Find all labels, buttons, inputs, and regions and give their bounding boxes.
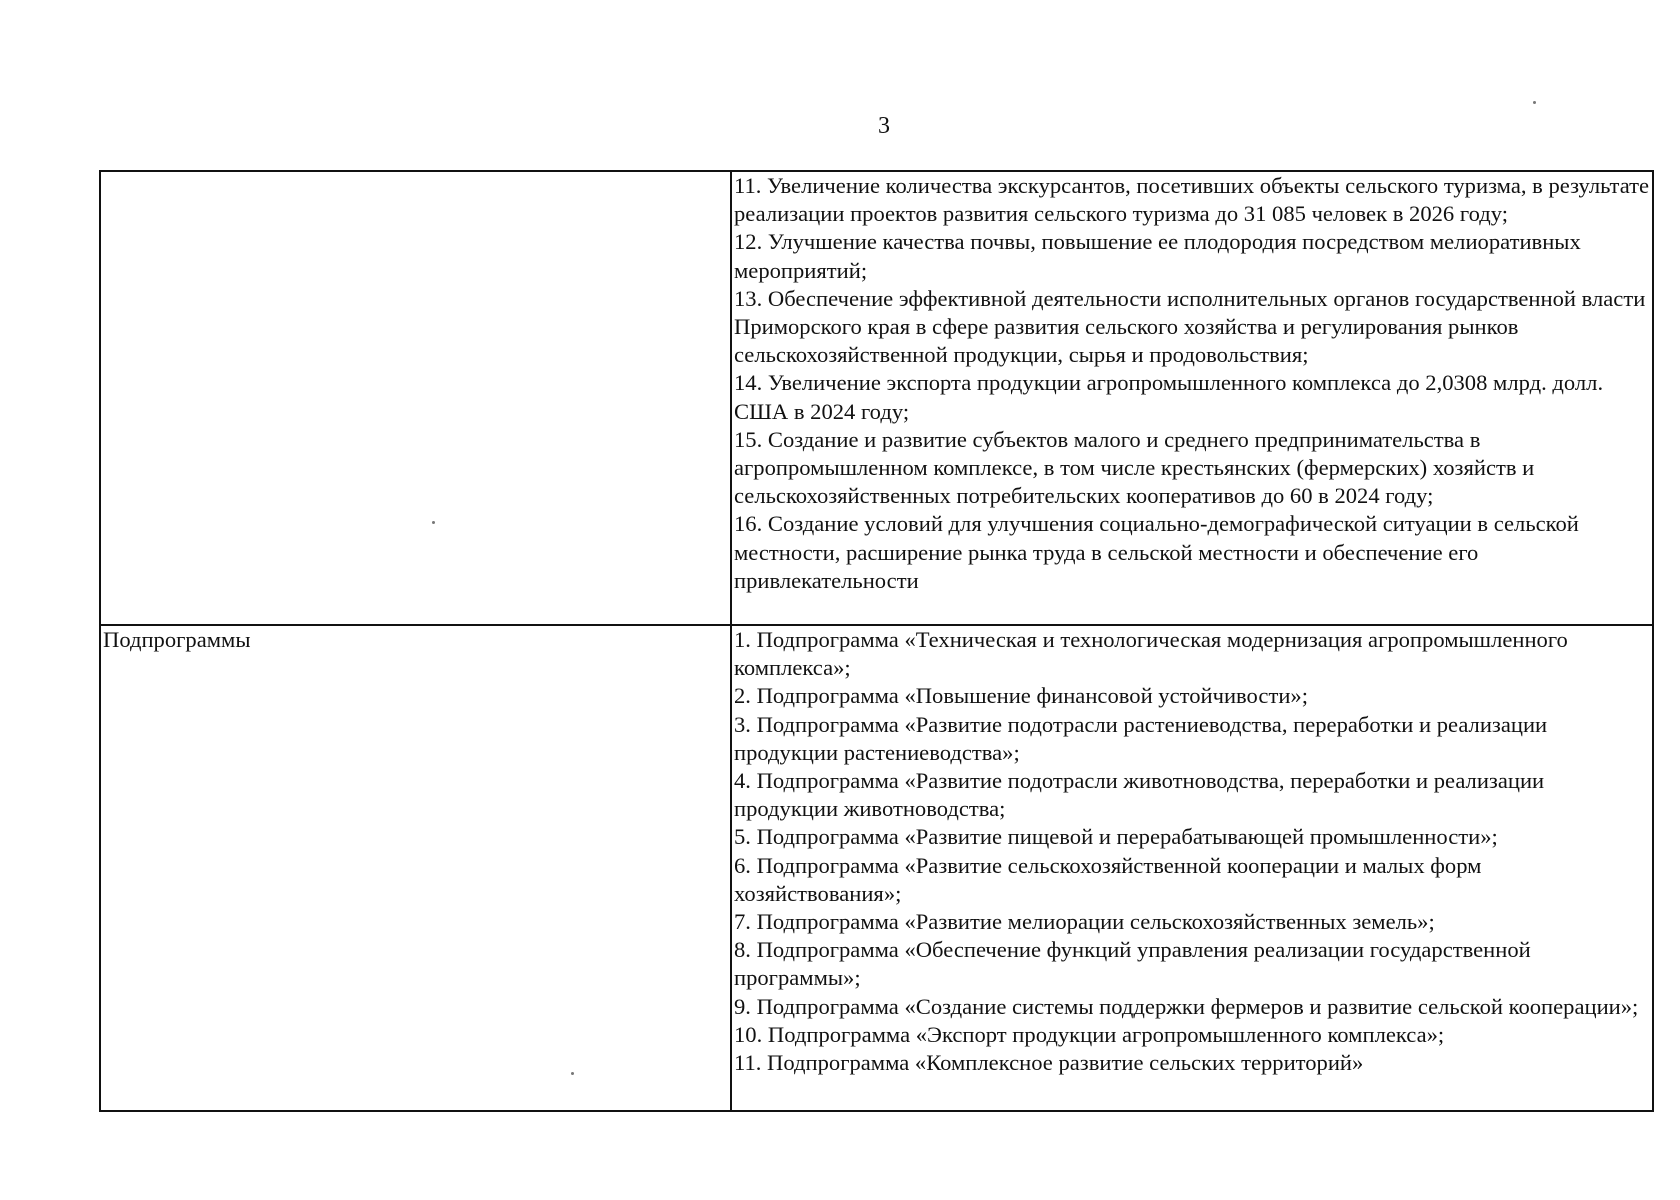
scan-speck: [571, 1072, 574, 1075]
list-item: 8. Подпрограмма «Обеспечение функций управления реализации государственной программы»;: [734, 937, 1531, 991]
table-row: [100, 171, 1653, 625]
list-item: 15. Создание и развитие субъектов малого и среднего предпринимательства в агропромышленном комплексе, в том числе крестьянских (фермерских) хозяйств и сельскохозяйственных потребительских кооперативов до 60 в 2024 году;: [734, 426, 1535, 509]
row-label-cell: [100, 625, 731, 1111]
row-content-cell: [731, 625, 1653, 1111]
page-number: 3: [878, 113, 890, 139]
row-label-cell: [100, 171, 731, 625]
program-passport-table: [99, 170, 1654, 1112]
list-item: 13. Обеспечение эффективной деятельности исполнительных органов государственной власти Приморского края в сфере развития сельского хозяйства и регулирования рынков сельскохозяйственной продукции, сырья и продовольствия;: [734, 285, 1646, 368]
list-item: 9. Подпрограмма «Создание системы поддержки фермеров и развитие сельской кооперации»;: [734, 993, 1639, 1019]
scan-speck: [432, 521, 435, 524]
list-item: 4. Подпрограмма «Развитие подотрасли животноводства, переработки и реализации продукции животноводства;: [734, 768, 1545, 822]
scan-speck: [1533, 101, 1536, 104]
list-item: 10. Подпрограмма «Экспорт продукции агропромышленного комплекса»;: [734, 1021, 1445, 1047]
list-item: 3. Подпрограмма «Развитие подотрасли растениеводства, переработки и реализации продукции растениеводства»;: [734, 711, 1548, 765]
list-item: 1. Подпрограмма «Техническая и технологическая модернизация агропромышленного комплекса»;: [734, 627, 1568, 681]
list-item: 16. Создание условий для улучшения социально-демографической ситуации в сельской местности, расширение рынка труда в сельской местности и обеспечение его привлекательности: [734, 511, 1579, 593]
row-label: Подпрограммы: [103, 627, 251, 652]
table-row: [100, 625, 1653, 1111]
list-item: 11. Подпрограмма «Комплексное развитие сельских территорий»: [734, 1050, 1364, 1076]
list-item: 12. Улучшение качества почвы, повышение ее плодородия посредством мелиоративных мероприятий;: [734, 229, 1581, 283]
list-item: 14. Увеличение экспорта продукции агропромышленного комплекса до 2,0308 млрд. долл. США в 2024 году;: [734, 370, 1604, 424]
list-item: 7. Подпрограмма «Развитие мелиорации сельскохозяйственных земель»;: [734, 909, 1435, 935]
list-item: 2. Подпрограмма «Повышение финансовой устойчивости»;: [734, 683, 1308, 709]
list-item: 5. Подпрограмма «Развитие пищевой и перерабатывающей промышленности»;: [734, 824, 1498, 850]
list-item: 6. Подпрограмма «Развитие сельскохозяйственной кооперации и малых форм хозяйствования»;: [734, 852, 1482, 906]
list-item: 11. Увеличение количества экскурсантов, посетивших объекты сельского туризма, в результате реализации проектов развития сельского туризма до 31 085 человек в 2026 году;: [734, 173, 1650, 227]
row-content-cell: [731, 171, 1653, 625]
